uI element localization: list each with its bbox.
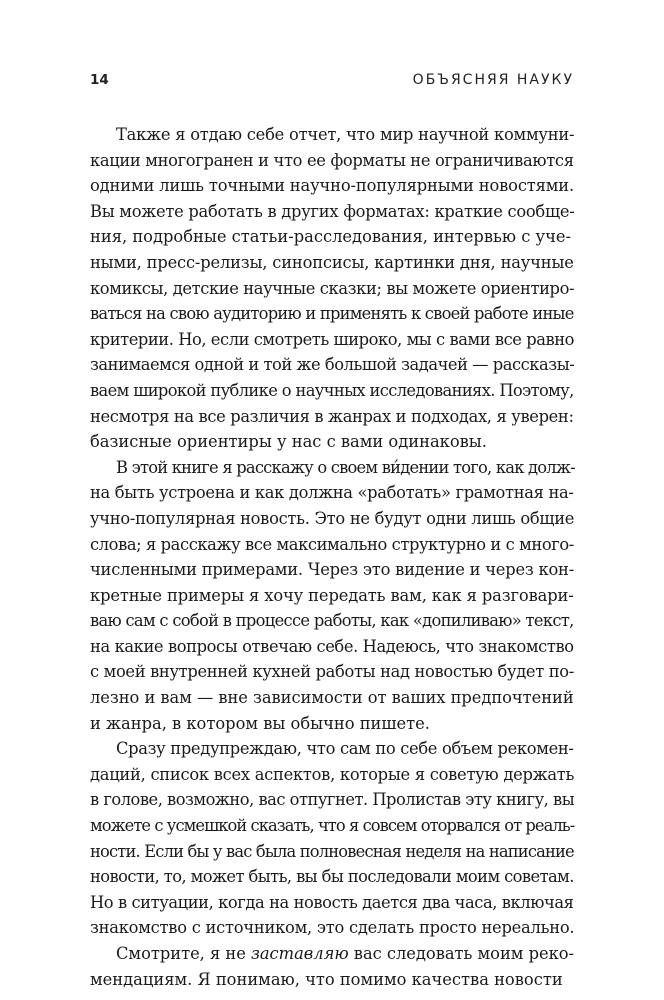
text-line: одними лишь точными научно-популярными новостями. [90,176,575,196]
text-line: занимаемся одной и той же большой задачей — рассказы- [90,355,575,375]
text-line: на быть устроена и как должна «работать» грамотная на- [90,483,574,503]
text-line: лезно и вам — вне зависимости от ваших предпочтений [90,688,574,708]
text-line: ваться на свою аудиторию и применять к своей работе иные [90,304,574,324]
text-line: можете с усмешкой сказать, что я совсем оторвался от реаль- [90,816,575,836]
text-line: ности. Если бы у вас была полновесная неделя на написание [90,841,574,861]
text-line: Смотрите, я не заставляю вас следовать моим реко- [116,944,575,963]
page-number: 14 [90,72,109,88]
text-line: в голове, возможно, вас отпугнет. Пролистав эту книгу, вы [90,790,575,810]
text-line: на какие вопросы отвечаю себе. Надеюсь, что знакомство [90,636,574,656]
text-line: с моей внутренней кухней работы над новостью будет по- [90,662,574,682]
text-line: В этой книге я расскажу о своем ви́дении того, как долж- [116,457,575,477]
paragraph [90,455,574,737]
text-line: критерии. Но, если смотреть широко, мы с вами все равно [90,329,574,349]
paragraph [90,941,574,992]
paragraph [90,122,574,455]
text-line: Сразу предупреждаю, что сам по себе объем рекомен- [116,739,574,759]
text-line: несмотря на все различия в жанрах и подходах, я уверен: [90,406,574,426]
running-title: ОБЪЯСНЯЯ НАУКУ [412,72,574,88]
text-line: Вы можете работать в других форматах: краткие сообще- [90,201,575,221]
paragraph [90,736,574,941]
text-line: кации многогранен и что ее форматы не ограничиваются [90,150,574,170]
text-line: новости, то, может быть, вы бы последовали моим советам. [90,867,574,887]
text-line: ваем широкой публике о научных исследованиях. Поэтому, [90,380,574,400]
text-line: учно-популярная новость. Это не будут одни лишь общие [90,508,575,528]
text-line: даций, список всех аспектов, которые я советую держать [90,764,575,784]
text-line: Но в ситуации, когда на новость дается два часа, включая [90,892,574,912]
text-line: слова; я расскажу все максимально структурно и с много- [90,534,574,554]
text-line: ния, подробные статьи-расследования, интервью с уче- [90,227,571,247]
text-line: комиксы, детские научные сказки; вы можете ориентиро- [90,278,575,298]
text-line: знакомство с источником, это сделать просто нереально. [90,918,575,938]
text-line: ваю сам с собой в процессе работы, как «допиливаю» текст, [90,611,574,631]
text-line: мендациям. Я понимаю, что помимо качества новости [90,969,563,989]
text-line: численными примерами. Через это видение и через кон- [90,560,574,580]
body-text [90,122,574,992]
text-line: ными, пресс-релизы, синопсисы, картинки дня, научные [90,252,574,272]
text-line: и жанра, в котором вы обычно пишете. [90,713,430,733]
page-header [90,72,574,96]
text-line: базисные ориентиры у нас с вами одинаковы. [90,432,487,452]
text-line: Также я отдаю себе отчет, что мир научной коммуни- [116,125,575,144]
text-line: кретные примеры я хочу передать вам, как я разговари- [90,585,574,605]
